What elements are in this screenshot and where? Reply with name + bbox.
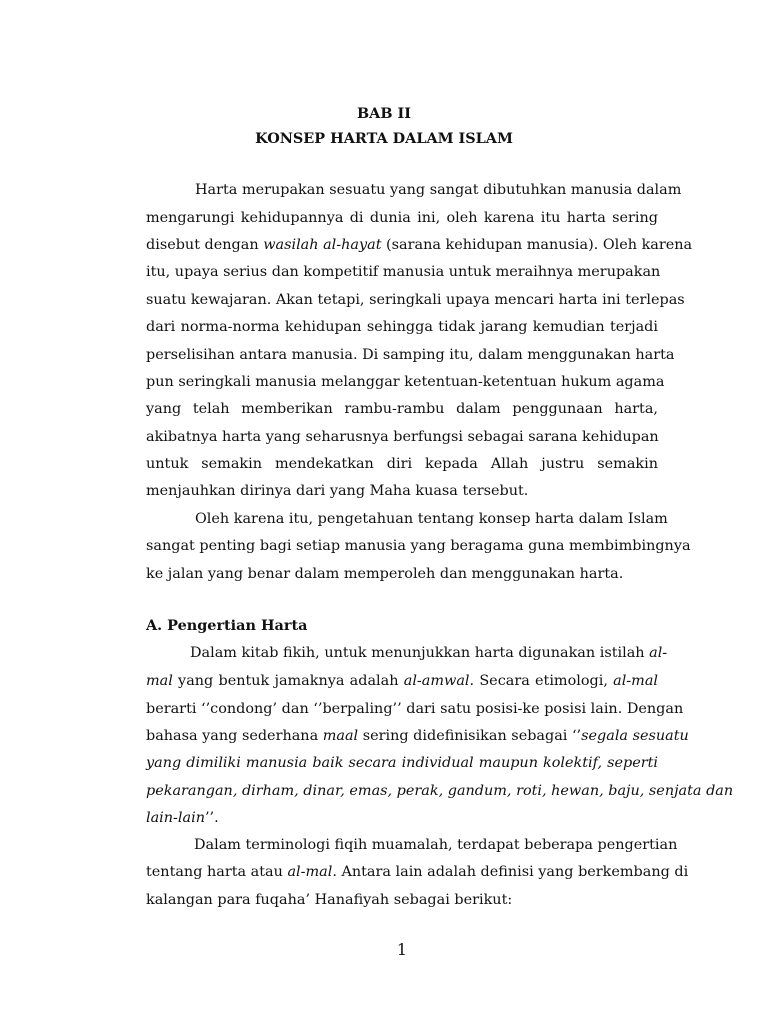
italic-term: wasilah al-hayat: [263, 237, 382, 253]
italic-term: maal: [322, 728, 359, 744]
italic-term: al-mal: [287, 864, 333, 880]
text-line: berarti ‘’condong’ dan ‘’berpaling’’ dari satu posisi-ke posisi lain. Dengan: [146, 701, 684, 717]
chapter-label: BAB II: [357, 105, 411, 122]
text-line: [146, 751, 658, 775]
text-line: [146, 724, 689, 748]
text-line: dari norma-norma kehidupan sehingga tidak jarang kemudian terjadi: [146, 319, 658, 335]
italic-term: al-: [649, 645, 668, 661]
text-line: itu, upaya serius dan kompetitif manusia untuk meraihnya merupakan: [146, 264, 661, 280]
text-line: akibatnya harta yang seharusnya berfungsi sebagai sarana kehidupan: [146, 429, 659, 445]
italic-term: al-amwal: [403, 673, 470, 689]
text-line: yang telah memberikan rambu-rambu dalam penggunaan harta,: [146, 401, 658, 417]
text-line: [146, 669, 658, 693]
chapter-title: KONSEP HARTA DALAM ISLAM: [255, 130, 513, 147]
text-line: [146, 779, 734, 803]
text-line: Harta merupakan sesuatu yang sangat dibutuhkan manusia dalam: [195, 182, 682, 198]
text-run: tentang harta atau: [146, 864, 288, 880]
text-line: perselisihan antara manusia. Di samping itu, dalam menggunakan harta: [146, 347, 675, 363]
text-line: pun seringkali manusia melanggar ketentuan-ketentuan hukum agama: [146, 374, 665, 390]
text-line: suatu kewajaran. Akan tetapi, seringkali upaya mencari harta ini terlepas: [146, 292, 685, 308]
italic-term: segala sesuatu: [581, 728, 689, 744]
text-line: [146, 806, 658, 830]
italic-term: mal: [146, 673, 173, 689]
text-run: ’’.: [204, 810, 219, 826]
text-line: mengarungi kehidupannya di dunia ini, oleh karena itu harta sering: [146, 210, 658, 226]
text-line: untuk semakin mendekatkan diri kepada Allah justru semakin: [146, 456, 658, 472]
text-line: ke jalan yang benar dalam memperoleh dan menggunakan harta.: [146, 566, 624, 582]
text-line: menjauhkan dirinya dari yang Maha kuasa tersebut.: [146, 483, 529, 499]
page-number: 1: [396, 940, 408, 959]
text-run: bahasa yang sederhana: [146, 728, 323, 744]
italic-term: al-mal: [613, 673, 658, 689]
section-heading: A. Pengertian Harta: [146, 617, 308, 634]
italic-text: pekarangan, dirham, dinar, emas, perak, gandum, roti, hewan, baju, senjata dan: [146, 783, 734, 799]
text-run: yang bentuk jamaknya adalah: [172, 673, 404, 689]
text-line: [146, 860, 689, 884]
text-line: Oleh karena itu, pengetahuan tentang konsep harta dalam Islam: [195, 511, 668, 527]
italic-term: lain-lain: [146, 810, 205, 826]
text-line: [190, 641, 668, 665]
text-run: (sarana kehidupan manusia). Oleh karena: [381, 237, 693, 253]
italic-text: yang dimiliki manusia baik secara individual maupun kolektif, seperti: [146, 755, 658, 771]
text-line: Dalam terminologi fiqih muamalah, terdapat beberapa pengertian: [194, 837, 678, 853]
text-run: Dalam kitab fikih, untuk menunjukkan harta digunakan istilah: [190, 645, 650, 661]
text-run: . Antara lain adalah definisi yang berkembang di: [332, 864, 689, 880]
text-line: kalangan para fuqaha’ Hanafiyah sebagai berikut:: [146, 892, 513, 908]
text-line: sangat penting bagi setiap manusia yang beragama guna membimbingnya: [146, 538, 691, 554]
text-run: . Secara etimologi,: [469, 673, 614, 689]
text-run: sering didefinisikan sebagai ‘’: [358, 728, 582, 744]
text-line: [146, 233, 693, 257]
text-run: disebut dengan: [146, 237, 264, 253]
